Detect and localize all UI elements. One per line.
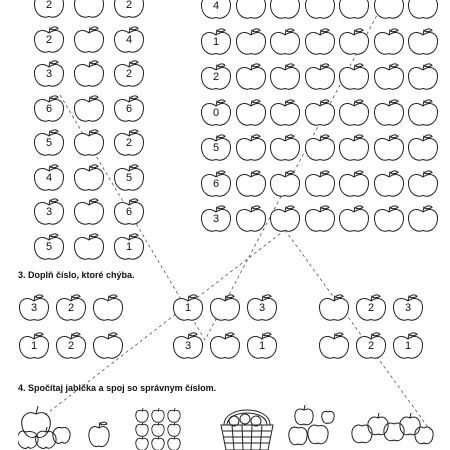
apple-cell — [318, 332, 350, 360]
apple-outline-icon — [73, 0, 105, 19]
apple-cell — [373, 0, 405, 20]
apple-basket-icon — [218, 403, 276, 450]
apple-outline-icon — [304, 205, 336, 233]
apple-outline-icon — [373, 63, 405, 91]
apple-outline-icon — [407, 28, 439, 56]
apple-outline-icon — [338, 28, 370, 56]
apple-number: 2 — [125, 68, 133, 80]
apple-cell — [200, 134, 232, 162]
apple-outline-icon — [92, 332, 124, 360]
apple-number: 2 — [125, 0, 133, 11]
apple-cell — [246, 332, 278, 360]
apple-cell — [338, 170, 370, 198]
apple-outline-icon — [73, 129, 105, 157]
apple-outline-icon — [407, 205, 439, 233]
single-apple-icon — [88, 420, 110, 448]
apple-cell — [235, 170, 267, 198]
apple-cell — [269, 170, 301, 198]
apple-number: 2 — [367, 302, 375, 314]
apple-pile-icon — [18, 402, 73, 450]
apple-cell — [338, 99, 370, 127]
apple-cell — [304, 170, 336, 198]
apple-outline-icon — [73, 198, 105, 226]
apple-number: 2 — [45, 0, 53, 11]
apple-cell — [33, 26, 65, 54]
apple-cell — [269, 28, 301, 56]
apple-cell — [113, 60, 145, 88]
apple-cell — [33, 198, 65, 226]
apple-cell — [55, 294, 87, 322]
apple-cell — [73, 60, 105, 88]
apple-group-icon — [288, 402, 336, 450]
apple-number: 2 — [212, 71, 220, 83]
apple-cell — [33, 233, 65, 261]
apple-cell — [209, 332, 241, 360]
apple-cell — [33, 95, 65, 123]
apple-cell — [304, 0, 336, 20]
apple-cell — [407, 99, 439, 127]
apple-cell — [304, 28, 336, 56]
apple-outline-icon — [338, 0, 370, 20]
apple-cell — [33, 60, 65, 88]
apple-cell — [338, 28, 370, 56]
apple-cell — [338, 205, 370, 233]
apple-cell — [113, 164, 145, 192]
apple-cell — [304, 99, 336, 127]
apple-number: 6 — [125, 102, 133, 115]
apple-number: 4 — [45, 171, 53, 184]
apple-cell — [338, 0, 370, 20]
apple-outline-icon — [269, 99, 301, 127]
apple-number: 5 — [45, 137, 53, 149]
apple-outline-icon — [304, 170, 336, 198]
apple-number: 4 — [125, 33, 133, 46]
apple-outline-icon — [235, 63, 267, 91]
apple-cell — [269, 0, 301, 20]
task3-number: 3. — [18, 270, 26, 280]
apple-number: 2 — [125, 137, 133, 149]
apple-cell — [318, 294, 350, 322]
apple-number: 3 — [30, 302, 38, 314]
apple-number: 3 — [45, 68, 53, 80]
apple-cell — [73, 95, 105, 123]
task3-text: Doplň číslo, ktoré chýba. — [28, 270, 135, 280]
apple-outline-icon — [373, 205, 405, 233]
apple-cell — [355, 332, 387, 360]
apple-outline-icon — [318, 332, 350, 360]
apple-number: 5 — [45, 240, 53, 253]
apple-cell — [33, 129, 65, 157]
apple-number: 3 — [258, 302, 266, 314]
apple-heap-icon — [350, 410, 435, 450]
apple-cell — [269, 205, 301, 233]
apple-outline-icon — [304, 0, 336, 20]
apple-outline-icon — [304, 63, 336, 91]
apple-cell — [407, 170, 439, 198]
apple-outline-icon — [304, 28, 336, 56]
apple-cell — [235, 0, 267, 20]
apple-cell — [392, 294, 424, 322]
apple-outline-icon — [373, 0, 405, 20]
apple-outline-icon — [235, 28, 267, 56]
apple-cell — [113, 26, 145, 54]
apple-outline-icon — [209, 294, 241, 322]
apple-number: 3 — [45, 206, 53, 218]
apple-cell — [235, 28, 267, 56]
apple-cell — [373, 134, 405, 162]
apple-outline-icon — [407, 0, 439, 20]
apple-cell — [73, 0, 105, 19]
apple-outline-icon — [407, 63, 439, 91]
apple-cell — [355, 294, 387, 322]
apple-cell — [73, 129, 105, 157]
apple-cell — [373, 99, 405, 127]
apple-number: 6 — [45, 102, 53, 115]
apple-cell — [373, 63, 405, 91]
apple-cell — [113, 0, 145, 19]
apple-cell — [407, 28, 439, 56]
apple-cell — [18, 332, 50, 360]
apple-outline-icon — [338, 170, 370, 198]
apple-cell — [235, 63, 267, 91]
apple-number: 6 — [212, 177, 220, 190]
apple-outline-icon — [269, 134, 301, 162]
apple-cell — [113, 233, 145, 261]
apple-cell — [200, 0, 232, 20]
apple-grid-icon — [135, 408, 185, 450]
apple-number: 2 — [367, 340, 375, 352]
apple-cell — [407, 0, 439, 20]
apple-cell — [172, 294, 204, 322]
apple-number: 3 — [212, 213, 220, 225]
apple-cell — [407, 63, 439, 91]
apple-cell — [200, 170, 232, 198]
apple-outline-icon — [407, 99, 439, 127]
apple-cell — [200, 99, 232, 127]
apple-number: 1 — [258, 340, 266, 352]
apple-number: 5 — [125, 171, 133, 184]
apple-cell — [172, 332, 204, 360]
apple-cell — [373, 205, 405, 233]
apple-outline-icon — [73, 233, 105, 261]
apple-outline-icon — [235, 134, 267, 162]
apple-cell — [373, 28, 405, 56]
apple-outline-icon — [338, 63, 370, 91]
apple-cell — [235, 134, 267, 162]
apple-outline-icon — [373, 28, 405, 56]
apple-cell — [33, 164, 65, 192]
apple-outline-icon — [235, 205, 267, 233]
apple-outline-icon — [407, 170, 439, 198]
apple-cell — [392, 332, 424, 360]
apple-outline-icon — [269, 170, 301, 198]
apple-outline-icon — [269, 0, 301, 20]
apple-cell — [407, 134, 439, 162]
apple-cell — [18, 294, 50, 322]
apple-cell — [92, 332, 124, 360]
apple-outline-icon — [269, 63, 301, 91]
apple-outline-icon — [235, 0, 267, 20]
apple-outline-icon — [73, 164, 105, 192]
apple-cell — [373, 170, 405, 198]
apple-number: 3 — [184, 340, 192, 352]
apple-cell — [200, 28, 232, 56]
apple-cell — [269, 63, 301, 91]
apple-number: 2 — [45, 33, 53, 46]
apple-number: 1 — [125, 240, 133, 253]
apple-outline-icon — [373, 99, 405, 127]
apple-outline-icon — [338, 99, 370, 127]
apple-outline-icon — [269, 28, 301, 56]
apple-cell — [304, 63, 336, 91]
apple-cell — [92, 294, 124, 322]
task4-text: Spočítaj jablčka a spoj so správnym číslom. — [28, 383, 217, 393]
apple-number: 1 — [212, 35, 220, 48]
apple-outline-icon — [269, 205, 301, 233]
apple-outline-icon — [407, 134, 439, 162]
apple-cell — [200, 63, 232, 91]
apple-number: 1 — [184, 302, 192, 314]
apple-cell — [113, 198, 145, 226]
apple-number: 1 — [30, 340, 38, 352]
apple-outline-icon — [338, 205, 370, 233]
apple-cell — [235, 205, 267, 233]
apple-cell — [338, 63, 370, 91]
apple-outline-icon — [73, 60, 105, 88]
apple-outline-icon — [318, 294, 350, 322]
apple-outline-icon — [338, 134, 370, 162]
apple-cell — [113, 95, 145, 123]
apple-cell — [113, 129, 145, 157]
apple-cell — [73, 198, 105, 226]
apple-cell — [235, 99, 267, 127]
apple-cell — [73, 233, 105, 261]
apple-outline-icon — [304, 99, 336, 127]
apple-cell — [269, 99, 301, 127]
apple-cell — [33, 0, 65, 19]
task3-heading — [18, 270, 135, 280]
apple-outline-icon — [304, 134, 336, 162]
apple-cell — [55, 332, 87, 360]
apple-number: 2 — [67, 302, 75, 314]
apple-outline-icon — [373, 134, 405, 162]
apple-outline-icon — [235, 170, 267, 198]
apple-number: 3 — [404, 302, 412, 314]
apple-cell — [304, 134, 336, 162]
apple-outline-icon — [73, 26, 105, 54]
apple-cell — [338, 134, 370, 162]
apple-cell — [73, 164, 105, 192]
apple-cell — [407, 205, 439, 233]
apple-number: 2 — [67, 340, 75, 352]
apple-outline-icon — [92, 294, 124, 322]
apple-cell — [73, 26, 105, 54]
apple-number: 1 — [404, 340, 412, 352]
apple-number: 4 — [212, 0, 220, 12]
task4-number: 4. — [18, 383, 26, 393]
task4-heading — [18, 383, 216, 393]
apple-outline-icon — [373, 170, 405, 198]
apple-cell — [200, 205, 232, 233]
apple-number: 6 — [125, 206, 133, 218]
apple-cell — [269, 134, 301, 162]
apple-cell — [304, 205, 336, 233]
apple-outline-icon — [235, 99, 267, 127]
apple-outline-icon — [73, 95, 105, 123]
apple-number: 5 — [212, 142, 220, 154]
apple-number: 0 — [212, 106, 220, 119]
apple-outline-icon — [209, 332, 241, 360]
apple-cell — [246, 294, 278, 322]
apple-cell — [209, 294, 241, 322]
